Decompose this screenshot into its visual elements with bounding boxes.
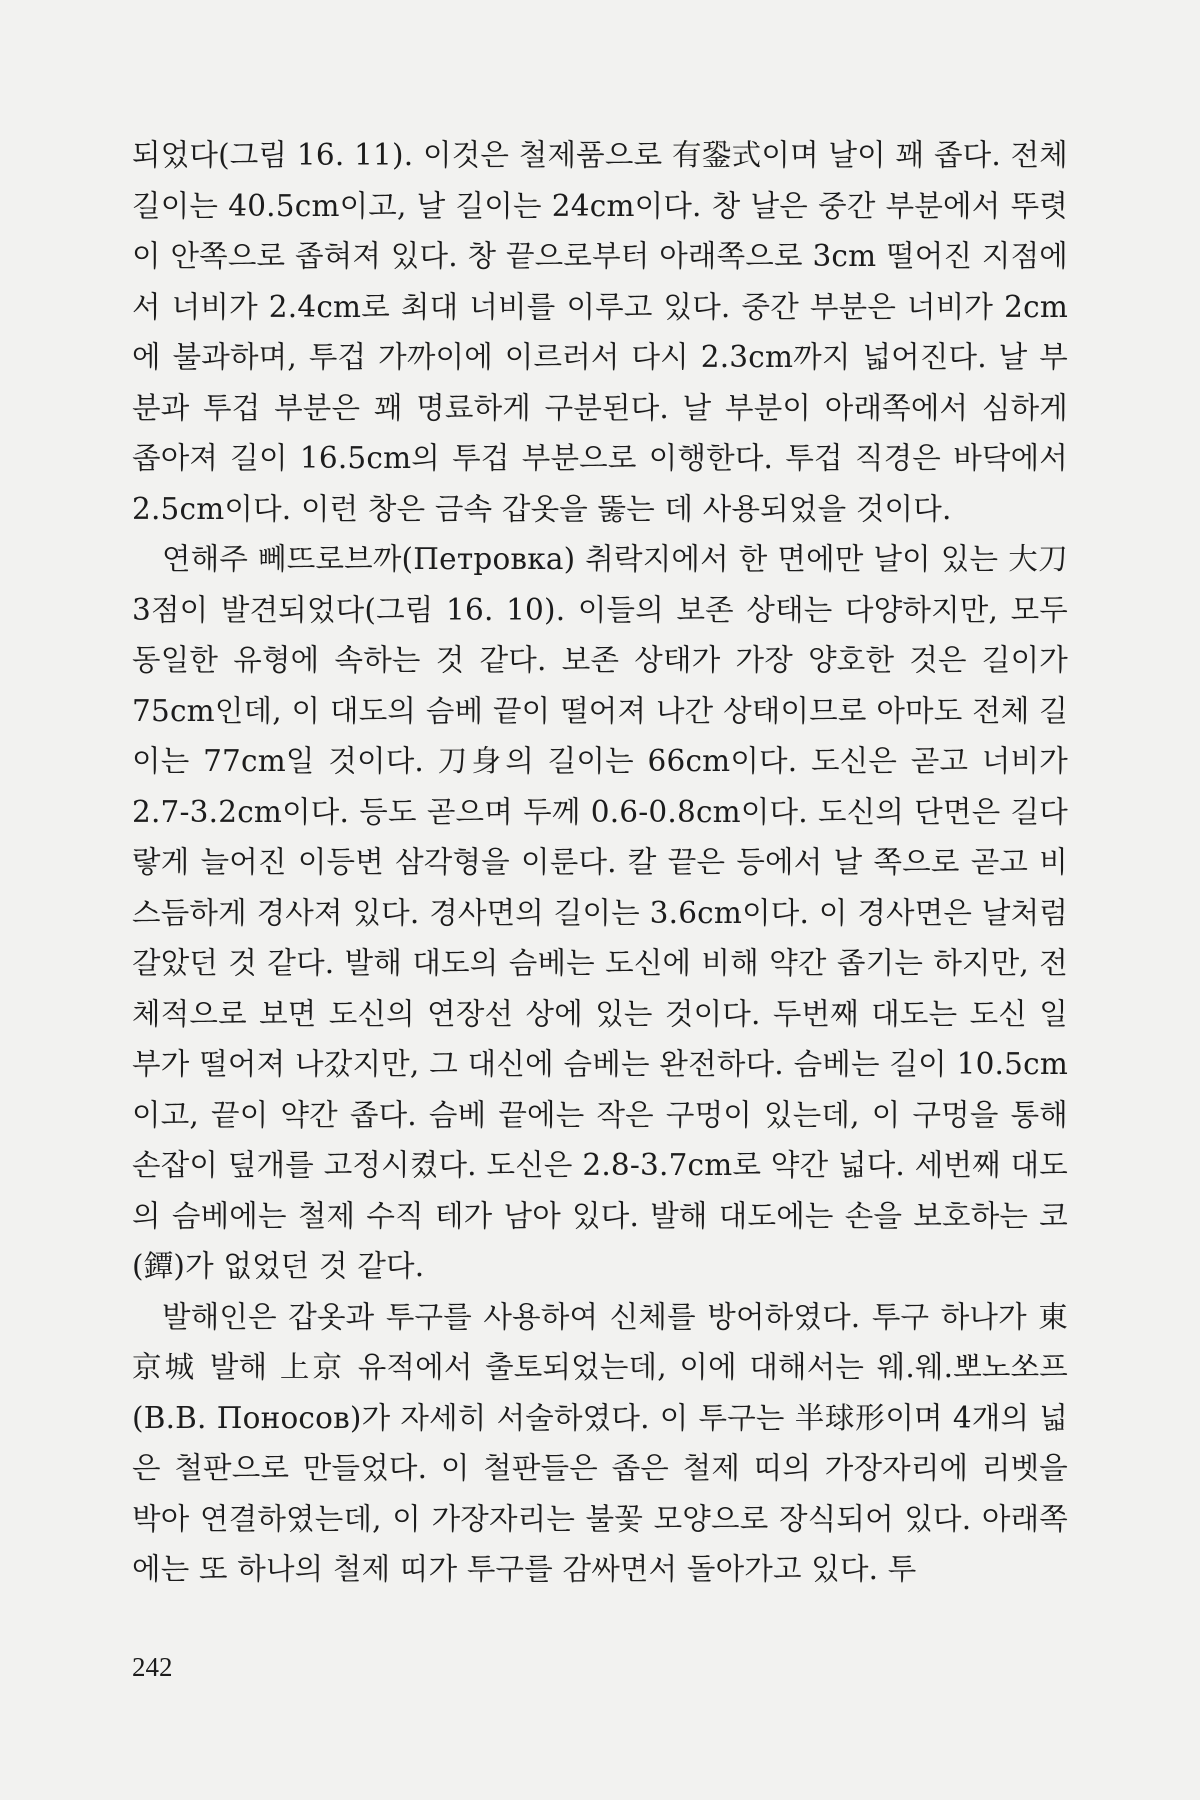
paragraph-helmet: 발해인은 갑옷과 투구를 사용하여 신체를 방어하였다. 투구 하나가 東京城 발해 上京 유적에서 출토되었는데, 이에 대해서는 웨.웨.뽀노쏘프(В.В. Поносов)가 자세히 서술하였다. 이 투구는 半球形이며 4개의 넓은 철판으로 만들었다. 이 철판들은 좁은 철제 띠의 가장자리에 리벳을 박아 연결하였는데, 이 가장자리는 불꽃 모양으로 장식되어 있다. 아래쪽에는 또 하나의 철제 띠가 투구를 감싸면서 돌아가고 있다. 투 <box>132 1299 1068 1586</box>
paragraph-petrovka-swords: 연해주 뻬뜨로브까(Петровка) 취락지에서 한 면에만 날이 있는 大刀 3점이 발견되었다(그림 16. 10). 이들의 보존 상태는 다양하지만, 모두 동일한 유형에 속하는 것 같다. 보존 상태가 가장 양호한 것은 길이가 75cm인데, 이 대도의 슴베 끝이 떨어져 나간 상태이므로 아마도 전체 길이는 77cm일 것이다. 刀身의 길이는 66cm이다. 도신은 곧고 너비가 2.7-3.2cm이다. 등도 곧으며 두께 0.6-0.8cm이다. 도신의 단면은 길다랗게 늘어진 이등변 삼각형을 이룬다. 칼 끝은 등에서 날 쪽으로 곧고 비스듬하게 경사져 있다. 경사면의 길이는 3.6cm이다. 이 경사면은 날처럼 갈았던 것 같다. 발해 대도의 슴베는 도신에 비해 약간 좁기는 하지만, 전체적으로 보면 도신의 연장선 상에 있는 것이다. 두번째 대도는 도신 일부가 떨어져 나갔지만, 그 대신에 슴베는 완전하다. 슴베는 길이 10.5cm이고, 끝이 약간 좁다. 슴베 끝에는 작은 구멍이 있는데, 이 구멍을 통해 손잡이 덮개를 고정시켰다. 도신은 2.8-3.7cm로 약간 넓다. 세번째 대도의 슴베에는 철제 수직 테가 남아 있다. 발해 대도에는 손을 보호하는 코(鐔)가 없었던 것 같다. <box>132 542 1068 1283</box>
page-number: 242 <box>132 1652 173 1682</box>
page-body <box>132 130 1068 1595</box>
paragraph-spear-description: 되었다(그림 16. 11). 이것은 철제품으로 有銎式이며 날이 꽤 좁다. 전체 길이는 40.5cm이고, 날 길이는 24cm이다. 창 날은 중간 부분에서 뚜렷이 안쪽으로 좁혀져 있다. 창 끝으로부터 아래쪽으로 3cm 떨어진 지점에서 너비가 2.4cm로 최대 너비를 이루고 있다. 중간 부분은 너비가 2cm에 불과하며, 투겁 가까이에 이르러서 다시 2.3cm까지 넓어진다. 날 부분과 투겁 부분은 꽤 명료하게 구분된다. 날 부분이 아래쪽에서 심하게 좁아져 길이 16.5cm의 투겁 부분으로 이행한다. 투겁 직경은 바닥에서 2.5cm이다. 이런 창은 금속 갑옷을 뚫는 데 사용되었을 것이다. <box>132 138 1068 526</box>
